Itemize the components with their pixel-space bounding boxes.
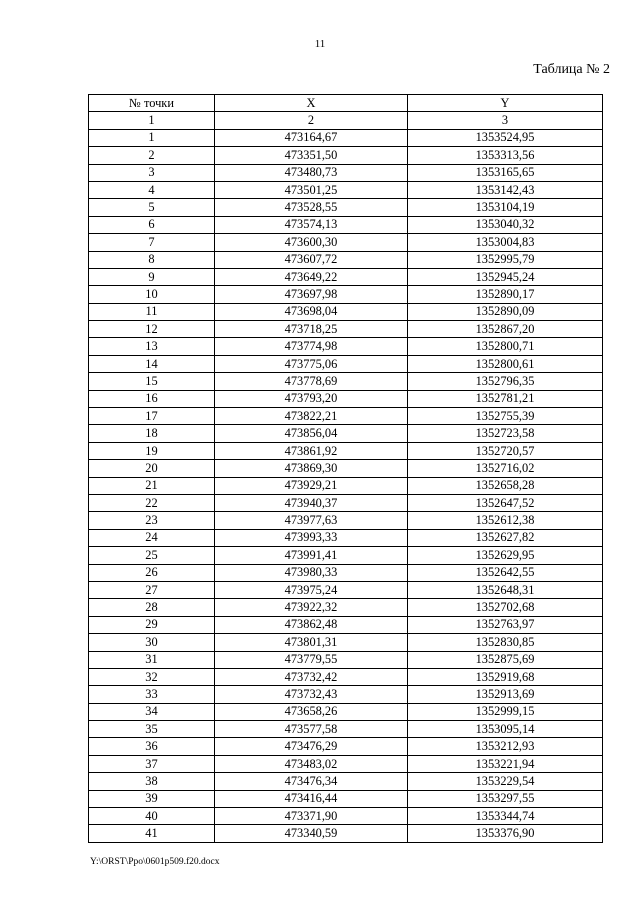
table-row: [89, 790, 603, 807]
point-number-cell: 39: [89, 790, 215, 807]
table-row: [89, 408, 603, 425]
y-coordinate-cell: 1352627,82: [408, 529, 603, 546]
point-number-cell: 11: [89, 303, 215, 320]
point-number-cell: 34: [89, 703, 215, 720]
x-coordinate-cell: 473371,90: [215, 808, 408, 825]
x-coordinate-cell: 473164,67: [215, 129, 408, 146]
table-row: [89, 268, 603, 285]
y-coordinate-cell: 1352796,35: [408, 373, 603, 390]
x-coordinate-cell: 473856,04: [215, 425, 408, 442]
point-number-cell: 4: [89, 181, 215, 198]
point-number-cell: 12: [89, 321, 215, 338]
header-x: X: [215, 95, 408, 112]
y-coordinate-cell: 1353229,54: [408, 773, 603, 790]
y-coordinate-cell: 1352642,55: [408, 564, 603, 581]
table-row: [89, 668, 603, 685]
table-row: [89, 373, 603, 390]
table-row: [89, 564, 603, 581]
table-row: [89, 425, 603, 442]
y-coordinate-cell: 1352999,15: [408, 703, 603, 720]
x-coordinate-cell: 473476,29: [215, 738, 408, 755]
table-row: [89, 651, 603, 668]
table-row: [89, 164, 603, 181]
point-number-cell: 24: [89, 529, 215, 546]
point-number-cell: 15: [89, 373, 215, 390]
x-coordinate-cell: 473991,41: [215, 547, 408, 564]
point-number-cell: 35: [89, 721, 215, 738]
point-number-cell: 31: [89, 651, 215, 668]
x-coordinate-cell: 473929,21: [215, 477, 408, 494]
x-coordinate-cell: 473861,92: [215, 442, 408, 459]
y-coordinate-cell: 1352763,97: [408, 616, 603, 633]
y-coordinate-cell: 1352647,52: [408, 494, 603, 511]
y-coordinate-cell: 1353165,65: [408, 164, 603, 181]
x-coordinate-cell: 473351,50: [215, 147, 408, 164]
table-row: [89, 477, 603, 494]
table-row: [89, 721, 603, 738]
y-coordinate-cell: 1352919,68: [408, 668, 603, 685]
table-row: [89, 303, 603, 320]
point-number-cell: 26: [89, 564, 215, 581]
x-coordinate-cell: 473501,25: [215, 181, 408, 198]
x-coordinate-cell: 473975,24: [215, 581, 408, 598]
x-coordinate-cell: 473718,25: [215, 321, 408, 338]
table-row: [89, 703, 603, 720]
point-number-cell: 14: [89, 355, 215, 372]
y-coordinate-cell: 1353142,43: [408, 181, 603, 198]
y-coordinate-cell: 1353095,14: [408, 721, 603, 738]
y-coordinate-cell: 1352629,95: [408, 547, 603, 564]
y-coordinate-cell: 1352723,58: [408, 425, 603, 442]
table-row: [89, 512, 603, 529]
y-coordinate-cell: 1352612,38: [408, 512, 603, 529]
y-coordinate-cell: 1353221,94: [408, 755, 603, 772]
x-coordinate-cell: 473862,48: [215, 616, 408, 633]
x-coordinate-cell: 473340,59: [215, 825, 408, 842]
point-number-cell: 17: [89, 408, 215, 425]
table-row: [89, 216, 603, 233]
point-number-cell: 13: [89, 338, 215, 355]
point-number-cell: 16: [89, 390, 215, 407]
x-coordinate-cell: 473483,02: [215, 755, 408, 772]
y-coordinate-cell: 1352716,02: [408, 460, 603, 477]
point-number-cell: 1: [89, 129, 215, 146]
point-number-cell: 41: [89, 825, 215, 842]
x-coordinate-cell: 473528,55: [215, 199, 408, 216]
table-row: [89, 181, 603, 198]
point-number-cell: 28: [89, 599, 215, 616]
x-coordinate-cell: 473980,33: [215, 564, 408, 581]
table-header-row: [89, 95, 603, 112]
y-coordinate-cell: 1352781,21: [408, 390, 603, 407]
point-number-cell: 10: [89, 286, 215, 303]
column-number: 2: [215, 112, 408, 129]
footer-file-path: Y:\ORST\Ppo\0601p509.f20.docx: [90, 857, 220, 867]
table-title: Таблица № 2: [533, 62, 610, 77]
table-row: [89, 338, 603, 355]
y-coordinate-cell: 1352720,57: [408, 442, 603, 459]
y-coordinate-cell: 1352658,28: [408, 477, 603, 494]
point-number-cell: 3: [89, 164, 215, 181]
y-coordinate-cell: 1353040,32: [408, 216, 603, 233]
x-coordinate-cell: 473793,20: [215, 390, 408, 407]
point-number-cell: 5: [89, 199, 215, 216]
point-number-cell: 30: [89, 634, 215, 651]
table-row: [89, 129, 603, 146]
y-coordinate-cell: 1352830,85: [408, 634, 603, 651]
point-number-cell: 20: [89, 460, 215, 477]
point-number-cell: 7: [89, 234, 215, 251]
x-coordinate-cell: 473480,73: [215, 164, 408, 181]
y-coordinate-cell: 1352945,24: [408, 268, 603, 285]
table-row: [89, 460, 603, 477]
x-coordinate-cell: 473993,33: [215, 529, 408, 546]
point-number-cell: 18: [89, 425, 215, 442]
point-number-cell: 6: [89, 216, 215, 233]
point-number-cell: 8: [89, 251, 215, 268]
point-number-cell: 9: [89, 268, 215, 285]
table-row: [89, 494, 603, 511]
table-row: [89, 199, 603, 216]
point-number-cell: 40: [89, 808, 215, 825]
x-coordinate-cell: 473574,13: [215, 216, 408, 233]
header-point-number: № точки: [89, 95, 215, 112]
column-number: 1: [89, 112, 215, 129]
y-coordinate-cell: 1352995,79: [408, 251, 603, 268]
y-coordinate-cell: 1352867,20: [408, 321, 603, 338]
x-coordinate-cell: 473607,72: [215, 251, 408, 268]
y-coordinate-cell: 1353524,95: [408, 129, 603, 146]
point-number-cell: 23: [89, 512, 215, 529]
point-number-cell: 37: [89, 755, 215, 772]
point-number-cell: 25: [89, 547, 215, 564]
y-coordinate-cell: 1353313,56: [408, 147, 603, 164]
y-coordinate-cell: 1352702,68: [408, 599, 603, 616]
point-number-cell: 29: [89, 616, 215, 633]
column-number: 3: [408, 112, 603, 129]
table-row: [89, 634, 603, 651]
y-coordinate-cell: 1353297,55: [408, 790, 603, 807]
table-row: [89, 321, 603, 338]
x-coordinate-cell: 473732,42: [215, 668, 408, 685]
table-row: [89, 808, 603, 825]
x-coordinate-cell: 473775,06: [215, 355, 408, 372]
x-coordinate-cell: 473416,44: [215, 790, 408, 807]
x-coordinate-cell: 473476,34: [215, 773, 408, 790]
point-number-cell: 36: [89, 738, 215, 755]
table-row: [89, 738, 603, 755]
x-coordinate-cell: 473698,04: [215, 303, 408, 320]
y-coordinate-cell: 1352800,61: [408, 355, 603, 372]
point-number-cell: 21: [89, 477, 215, 494]
x-coordinate-cell: 473940,37: [215, 494, 408, 511]
table-row: [89, 286, 603, 303]
table-row: [89, 234, 603, 251]
table-body: [89, 129, 603, 842]
x-coordinate-cell: 473778,69: [215, 373, 408, 390]
x-coordinate-cell: 473732,43: [215, 686, 408, 703]
table-row: [89, 442, 603, 459]
y-coordinate-cell: 1353376,90: [408, 825, 603, 842]
x-coordinate-cell: 473822,21: [215, 408, 408, 425]
table-row: [89, 686, 603, 703]
table-row: [89, 147, 603, 164]
y-coordinate-cell: 1353004,83: [408, 234, 603, 251]
y-coordinate-cell: 1352890,17: [408, 286, 603, 303]
header-y: Y: [408, 95, 603, 112]
table-row: [89, 251, 603, 268]
coordinates-table: [88, 94, 603, 843]
y-coordinate-cell: 1352890,09: [408, 303, 603, 320]
table-row: [89, 390, 603, 407]
x-coordinate-cell: 473801,31: [215, 634, 408, 651]
table-row: [89, 529, 603, 546]
table-row: [89, 581, 603, 598]
page-number: 11: [314, 38, 326, 50]
y-coordinate-cell: 1353212,93: [408, 738, 603, 755]
table-row: [89, 599, 603, 616]
y-coordinate-cell: 1352800,71: [408, 338, 603, 355]
x-coordinate-cell: 473774,98: [215, 338, 408, 355]
x-coordinate-cell: 473658,26: [215, 703, 408, 720]
table-row: [89, 547, 603, 564]
x-coordinate-cell: 473649,22: [215, 268, 408, 285]
table-row: [89, 616, 603, 633]
x-coordinate-cell: 473869,30: [215, 460, 408, 477]
y-coordinate-cell: 1353344,74: [408, 808, 603, 825]
table-row: [89, 825, 603, 842]
x-coordinate-cell: 473577,58: [215, 721, 408, 738]
point-number-cell: 19: [89, 442, 215, 459]
point-number-cell: 22: [89, 494, 215, 511]
x-coordinate-cell: 473977,63: [215, 512, 408, 529]
x-coordinate-cell: 473697,98: [215, 286, 408, 303]
y-coordinate-cell: 1352875,69: [408, 651, 603, 668]
x-coordinate-cell: 473922,32: [215, 599, 408, 616]
y-coordinate-cell: 1353104,19: [408, 199, 603, 216]
table-row: [89, 755, 603, 772]
point-number-cell: 32: [89, 668, 215, 685]
table-row: [89, 773, 603, 790]
table-row: [89, 355, 603, 372]
point-number-cell: 38: [89, 773, 215, 790]
column-numbering-row: [89, 112, 603, 129]
point-number-cell: 2: [89, 147, 215, 164]
point-number-cell: 27: [89, 581, 215, 598]
point-number-cell: 33: [89, 686, 215, 703]
x-coordinate-cell: 473600,30: [215, 234, 408, 251]
y-coordinate-cell: 1352913,69: [408, 686, 603, 703]
y-coordinate-cell: 1352648,31: [408, 581, 603, 598]
x-coordinate-cell: 473779,55: [215, 651, 408, 668]
y-coordinate-cell: 1352755,39: [408, 408, 603, 425]
